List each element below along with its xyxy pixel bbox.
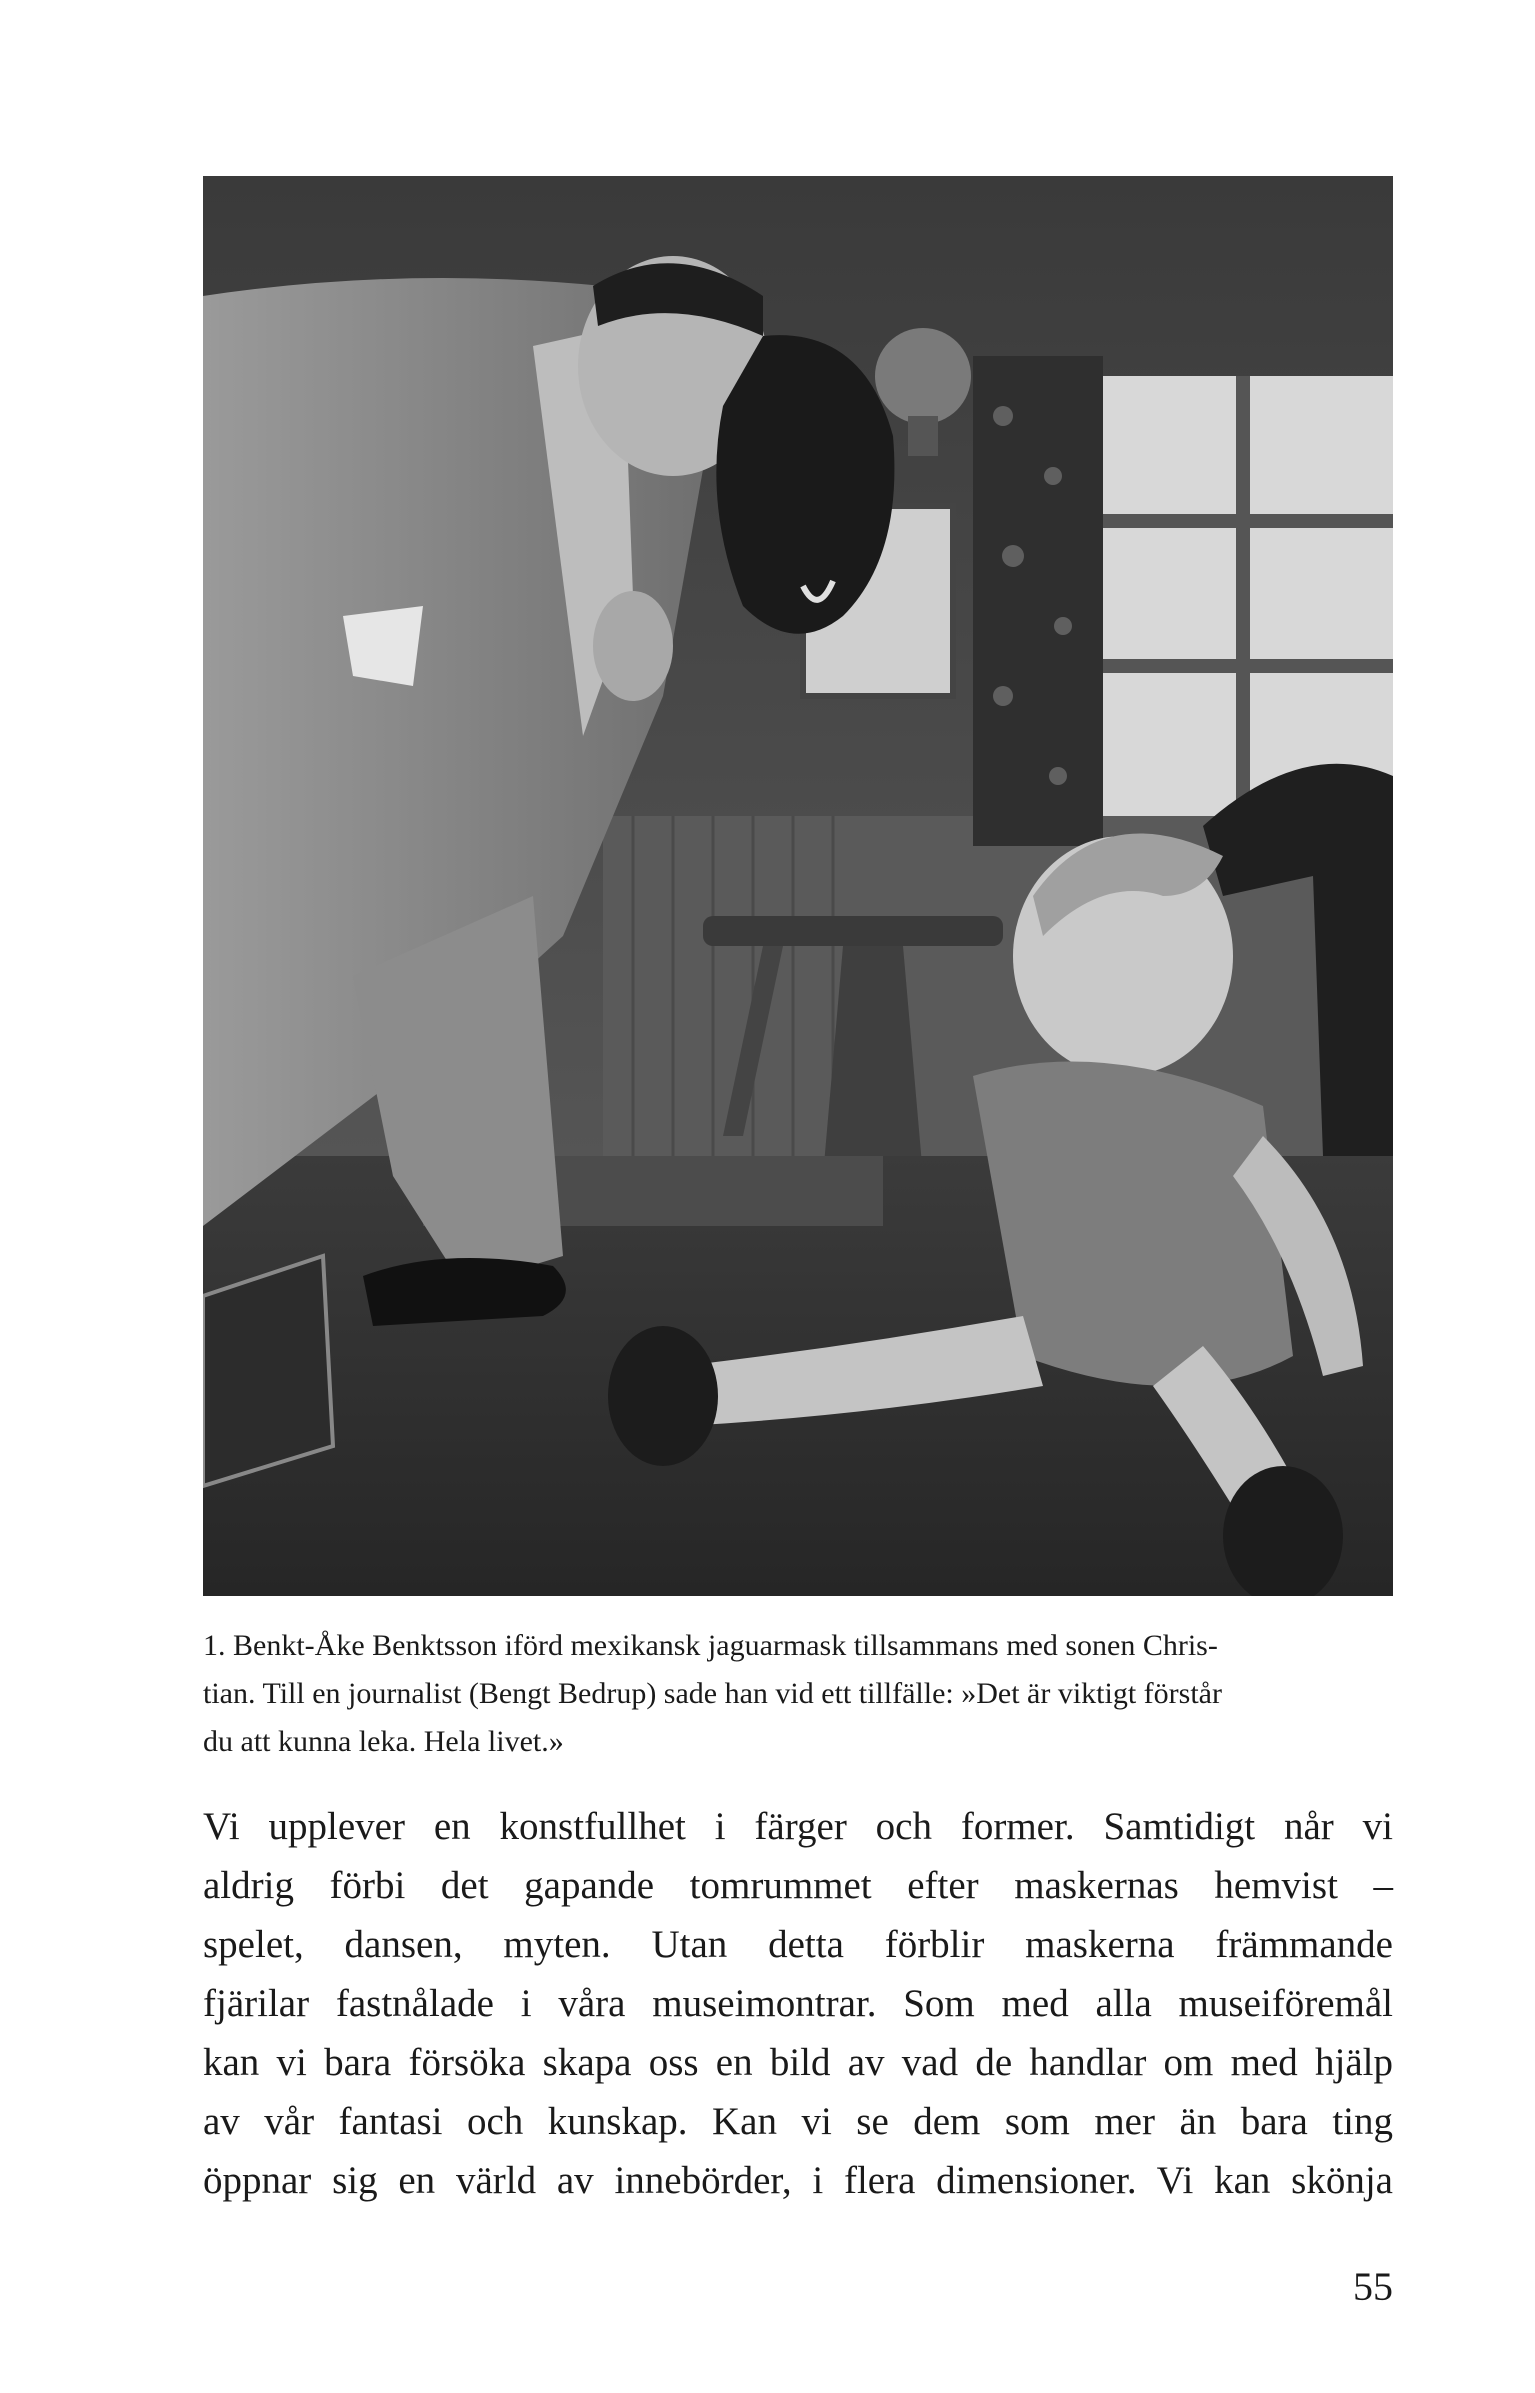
caption-line: du att kunna leka. Hela livet.» [203,1725,564,1758]
figure-caption [203,1622,1393,1766]
figure-photo [203,176,1393,1596]
page-number: 55 [1353,2264,1393,2309]
caption-line: tian. Till en journalist (Bengt Bedrup) sade han vid ett tillfälle: »Det är viktigt förstår [203,1677,1222,1710]
caption-line: 1. Benkt-Åke Benktsson iförd mexikansk jaguarmask tillsammans med sonen Chris- [203,1629,1218,1662]
body-line: öppnar sig en värld av innebörder, i flera dimensioner. Vi kan skönja [203,2159,1393,2202]
body-line: spelet, dansen, myten. Utan detta förblir maskerna främmande [203,1923,1393,1966]
body-paragraph [203,1797,1393,2210]
body-line: fjärilar fastnålade i våra museimontrar. Som med alla museiföremål [203,1982,1393,2025]
photo-illustration [203,176,1393,1596]
body-line: av vår fantasi och kunskap. Kan vi se dem som mer än bara ting [203,2100,1393,2143]
body-line: kan vi bara försöka skapa oss en bild av vad de handlar om med hjälp [203,2041,1393,2084]
body-line: aldrig förbi det gapande tomrummet efter maskernas hemvist – [203,1864,1393,1907]
body-line: Vi upplever en konstfullhet i färger och former. Samtidigt når vi [203,1805,1393,1848]
